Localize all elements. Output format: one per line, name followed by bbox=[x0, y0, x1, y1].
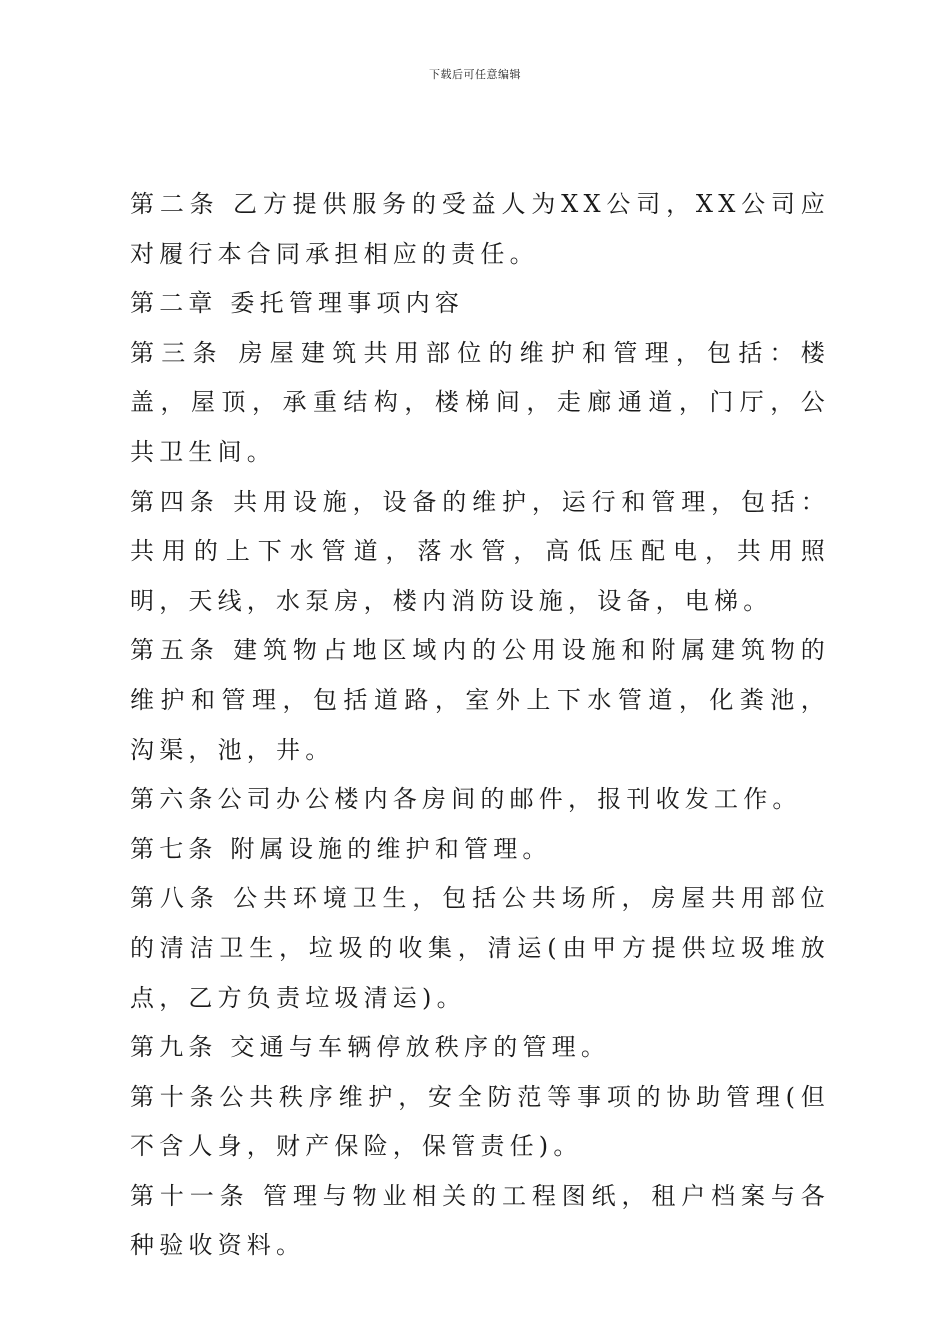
article-3-paragraph: 第三条 房屋建筑共用部位的维护和管理，包括：楼盖，屋顶，承重结构，楼梯间，走廊通道，门厅，公共卫生间。 bbox=[130, 338, 830, 466]
article-2-paragraph: 第二条 乙方提供服务的受益人为XX公司，XX公司应对履行本合同承担相应的责任。 bbox=[130, 190, 830, 268]
chapter-2-heading: 第二章 委托管理事项内容 bbox=[130, 289, 465, 318]
document-body bbox=[130, 180, 830, 1271]
header-note: 下载后可任意编辑 bbox=[429, 68, 521, 81]
article-4-paragraph: 第四条 共用设施，设备的维护，运行和管理，包括：共用的上下水管道，落水管，高低压配电，共用照明，天线，水泵房，楼内消防设施，设备，电梯。 bbox=[130, 487, 830, 615]
article-5-paragraph: 第五条 建筑物占地区域内的公用设施和附属建筑物的维护和管理，包括道路，室外上下水管道，化粪池，沟渠，池，井。 bbox=[130, 636, 830, 764]
article-8-paragraph: 第八条 公共环境卫生，包括公共场所，房屋共用部位的清洁卫生，垃圾的收集，清运(由甲方提供垃圾堆放点，乙方负责垃圾清运)。 bbox=[130, 884, 830, 1012]
article-11-paragraph: 第十一条 管理与物业相关的工程图纸，租户档案与各种验收资料。 bbox=[130, 1181, 830, 1260]
article-10-paragraph: 第十条公共秩序维护，安全防范等事项的协助管理(但不含人身，财产保险，保管责任)。 bbox=[130, 1082, 830, 1161]
article-6-paragraph: 第六条公司办公楼内各房间的邮件，报刊收发工作。 bbox=[130, 785, 802, 814]
article-9-paragraph: 第九条 交通与车辆停放秩序的管理。 bbox=[130, 1033, 611, 1062]
article-7-paragraph: 第七条 附属设施的维护和管理。 bbox=[130, 834, 552, 863]
